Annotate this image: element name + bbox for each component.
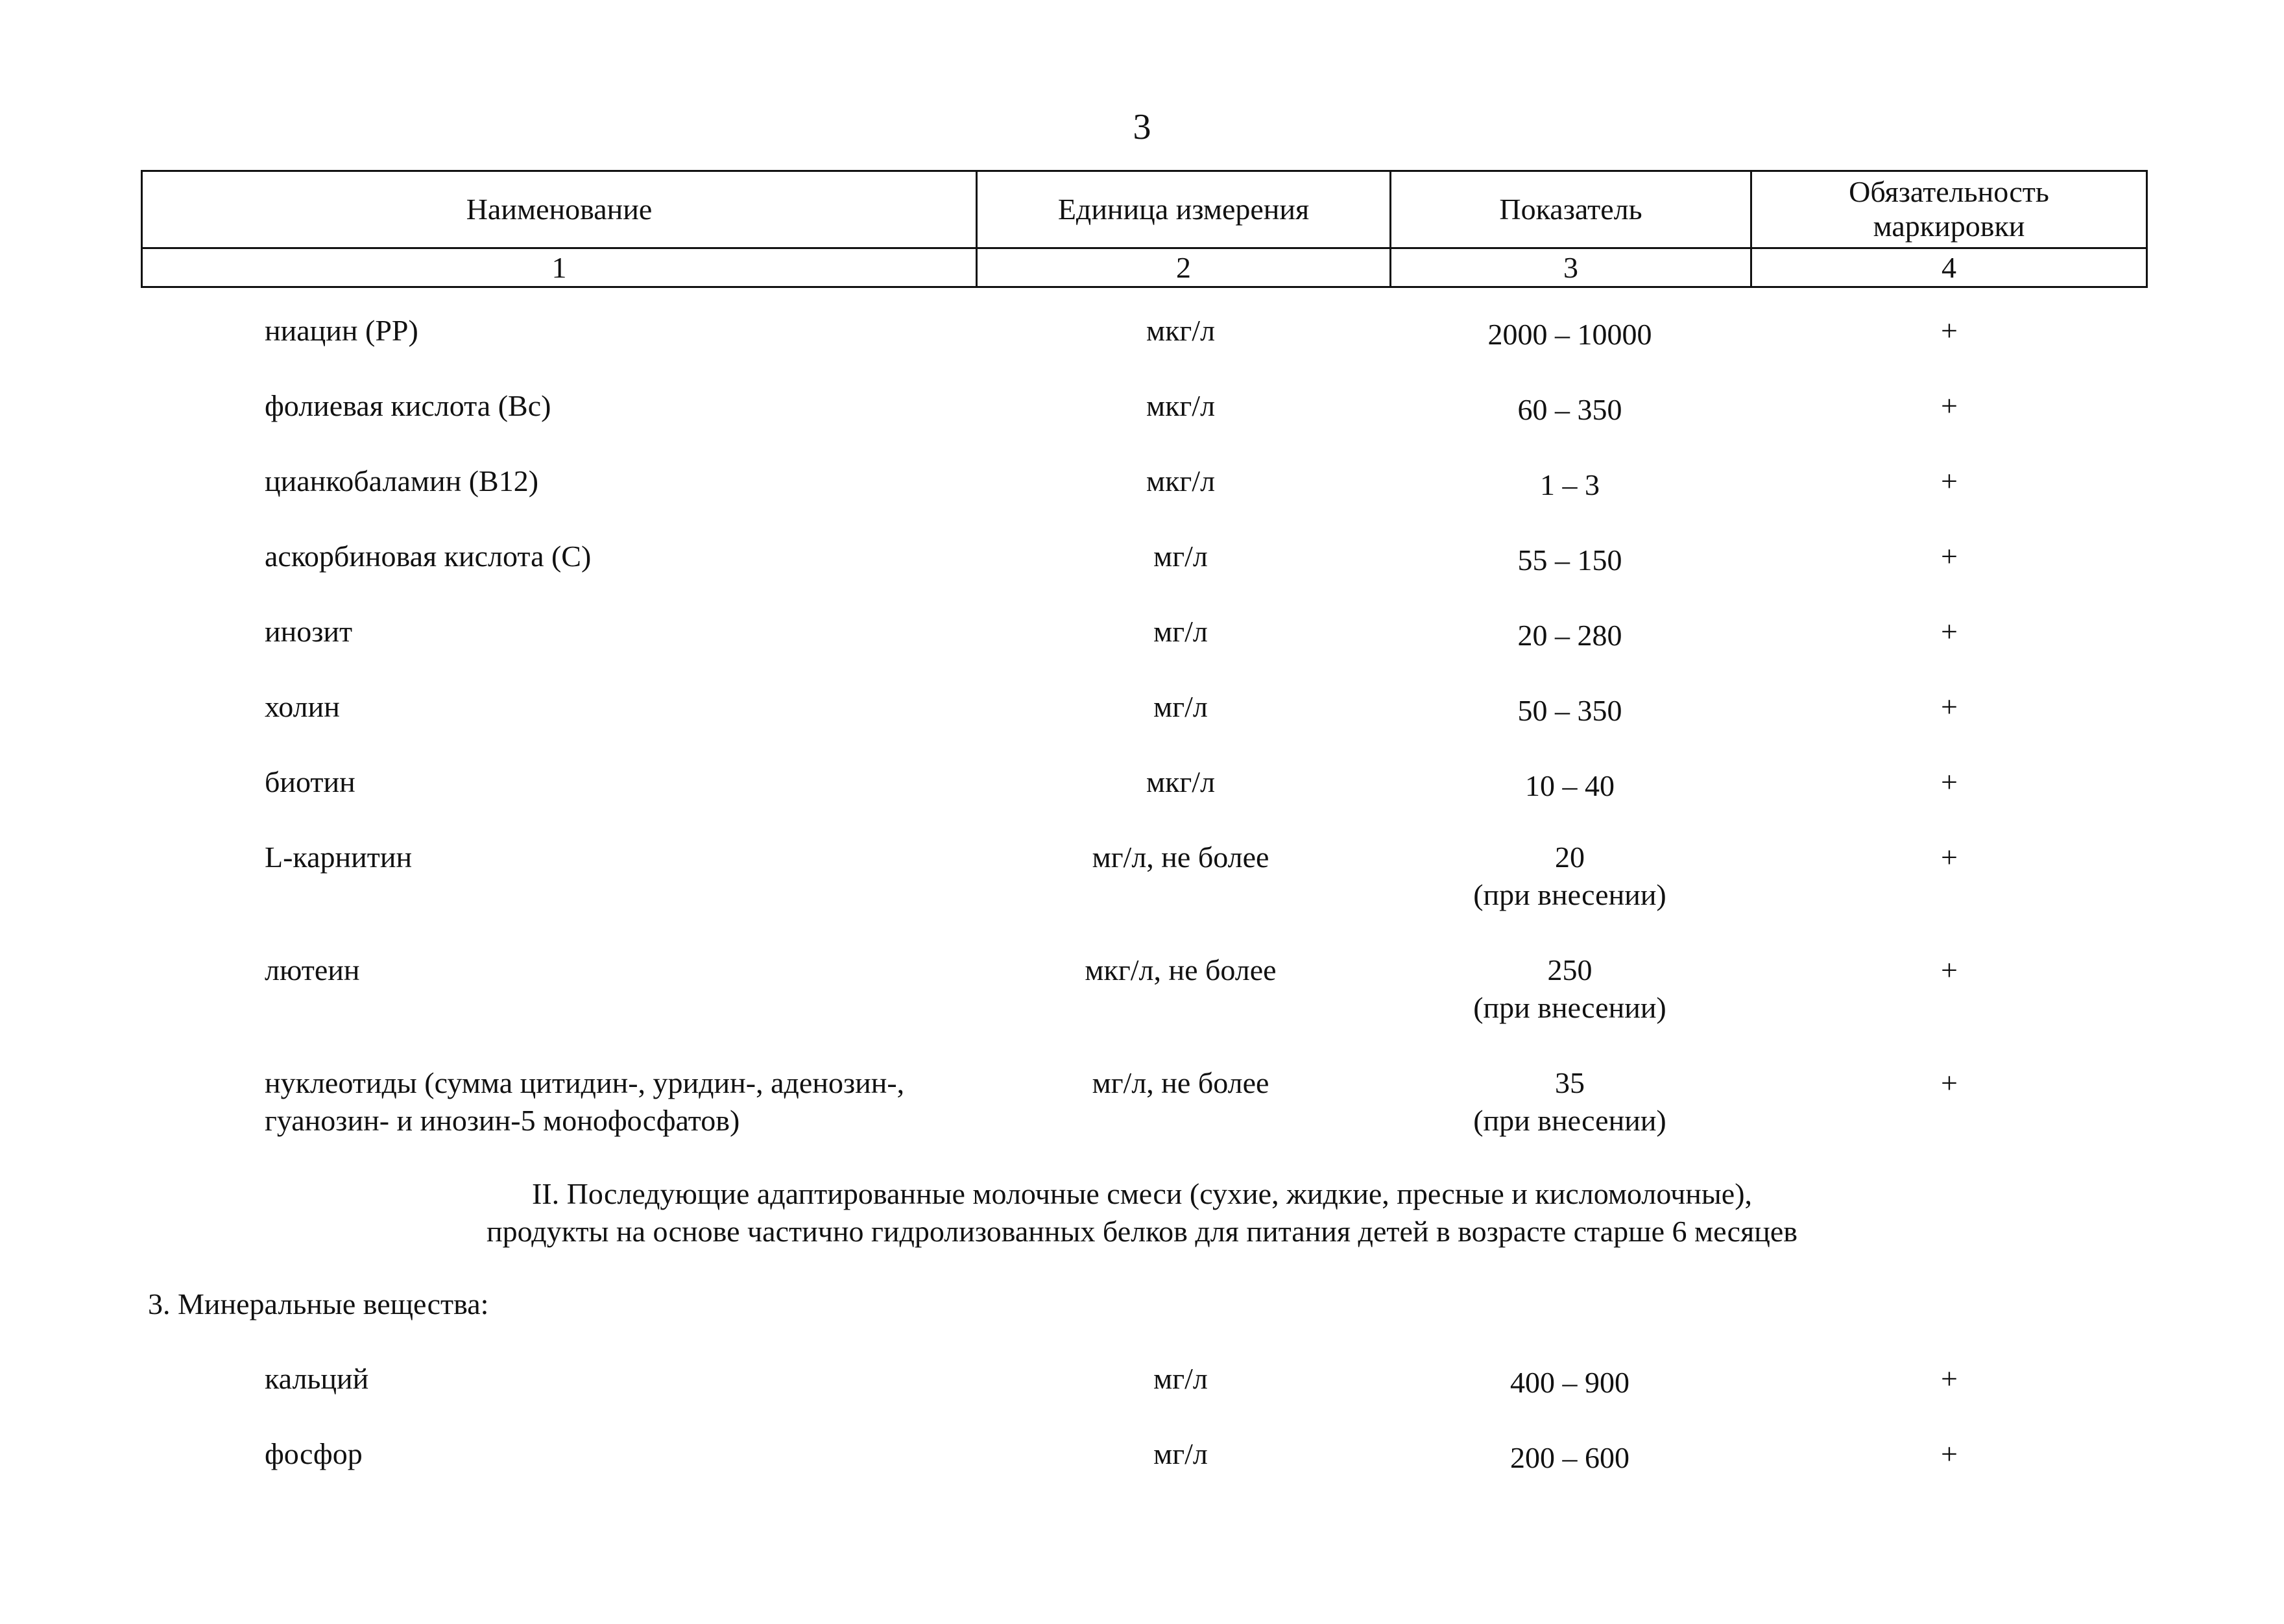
header-marking: Обязательность маркировки bbox=[1849, 175, 2049, 243]
nutrient-name: аскорбиновая кислота (С) bbox=[265, 540, 592, 573]
nutrient-name: L-карнитин bbox=[265, 841, 413, 874]
header-unit: Единица измерения bbox=[1057, 192, 1310, 226]
nutrient-name: инозит bbox=[265, 615, 353, 648]
unit: мкг/л bbox=[1146, 314, 1216, 347]
value-number: 20 bbox=[1555, 841, 1585, 874]
nutrient-name: кальций bbox=[265, 1362, 369, 1395]
nutrient-name-line: гуанозин- и инозин-5 монофосфатов) bbox=[265, 1104, 740, 1137]
value: 1 – 3 bbox=[1540, 468, 1600, 501]
value-note: (при внесении) bbox=[1473, 878, 1666, 911]
unit: мг/л, не более bbox=[1092, 841, 1269, 874]
header-name: Наименование bbox=[466, 192, 653, 226]
value: 2000 – 10000 bbox=[1487, 318, 1652, 351]
marking: + bbox=[1941, 464, 1958, 497]
column-number: 2 bbox=[1176, 250, 1191, 284]
marking: + bbox=[1941, 690, 1958, 723]
nutrient-name: ниацин (РР) bbox=[265, 314, 418, 347]
unit: мг/л bbox=[1153, 540, 1208, 573]
section-heading-line: продукты на основе частично гидролизованных белков для питания детей в возрасте старше 6 месяцев bbox=[487, 1215, 1797, 1248]
nutrient-name: цианкобаламин (В12) bbox=[265, 464, 539, 497]
value: 10 – 40 bbox=[1525, 769, 1615, 802]
section-heading-line: II. Последующие адаптированные молочные смеси (сухие, жидкие, пресные и кисломолочные), bbox=[531, 1177, 1753, 1210]
unit: мкг/л bbox=[1146, 389, 1216, 422]
column-number: 4 bbox=[1941, 250, 1956, 284]
nutrient-name: лютеин bbox=[265, 953, 360, 986]
marking: + bbox=[1941, 765, 1958, 798]
value-note: (при внесении) bbox=[1473, 991, 1666, 1024]
value: 55 – 150 bbox=[1517, 543, 1622, 577]
nutrient-name: холин bbox=[265, 690, 340, 723]
unit: мкг/л bbox=[1146, 464, 1216, 497]
page-number: 3 bbox=[1133, 107, 1151, 147]
unit: мг/л bbox=[1153, 615, 1208, 648]
unit: мг/л bbox=[1153, 1437, 1208, 1470]
value: 50 – 350 bbox=[1517, 694, 1622, 727]
section-heading bbox=[0, 1175, 2284, 1250]
value: 60 – 350 bbox=[1517, 393, 1622, 426]
nutrient-name-line: нуклеотиды (сумма цитидин-, уридин-, аденозин-, bbox=[265, 1066, 905, 1099]
marking: + bbox=[1941, 953, 1958, 986]
marking: + bbox=[1941, 1362, 1958, 1395]
marking: + bbox=[1941, 1437, 1958, 1470]
value-number: 35 bbox=[1555, 1066, 1585, 1099]
marking: + bbox=[1941, 314, 1958, 347]
header-value: Показатель bbox=[1499, 192, 1642, 226]
value: 200 – 600 bbox=[1510, 1441, 1629, 1474]
marking: + bbox=[1941, 841, 1958, 874]
marking: + bbox=[1941, 540, 1958, 573]
subsection-title: 3. Минеральные вещества: bbox=[148, 1287, 489, 1320]
value bbox=[1389, 839, 1750, 914]
marking: + bbox=[1941, 1066, 1958, 1099]
value-note: (при внесении) bbox=[1473, 1104, 1666, 1137]
value bbox=[1389, 1064, 1750, 1140]
table-header bbox=[141, 170, 2148, 288]
column-number: 3 bbox=[1563, 250, 1578, 284]
value bbox=[1389, 951, 1750, 1027]
marking: + bbox=[1941, 389, 1958, 422]
value: 400 – 900 bbox=[1510, 1366, 1629, 1399]
column-number: 1 bbox=[551, 250, 567, 284]
nutrient-name bbox=[265, 1064, 1011, 1140]
marking: + bbox=[1941, 615, 1958, 648]
nutrient-name: биотин bbox=[265, 765, 355, 798]
value: 20 – 280 bbox=[1517, 619, 1622, 652]
nutrient-name: фосфор bbox=[265, 1437, 363, 1470]
value-number: 250 bbox=[1547, 953, 1593, 986]
unit: мг/л bbox=[1153, 690, 1208, 723]
unit: мкг/л, не более bbox=[1085, 953, 1277, 986]
unit: мг/л bbox=[1153, 1362, 1208, 1395]
nutrient-name: фолиевая кислота (Вс) bbox=[265, 389, 551, 422]
unit: мг/л, не более bbox=[1092, 1066, 1269, 1099]
unit: мкг/л bbox=[1146, 765, 1216, 798]
